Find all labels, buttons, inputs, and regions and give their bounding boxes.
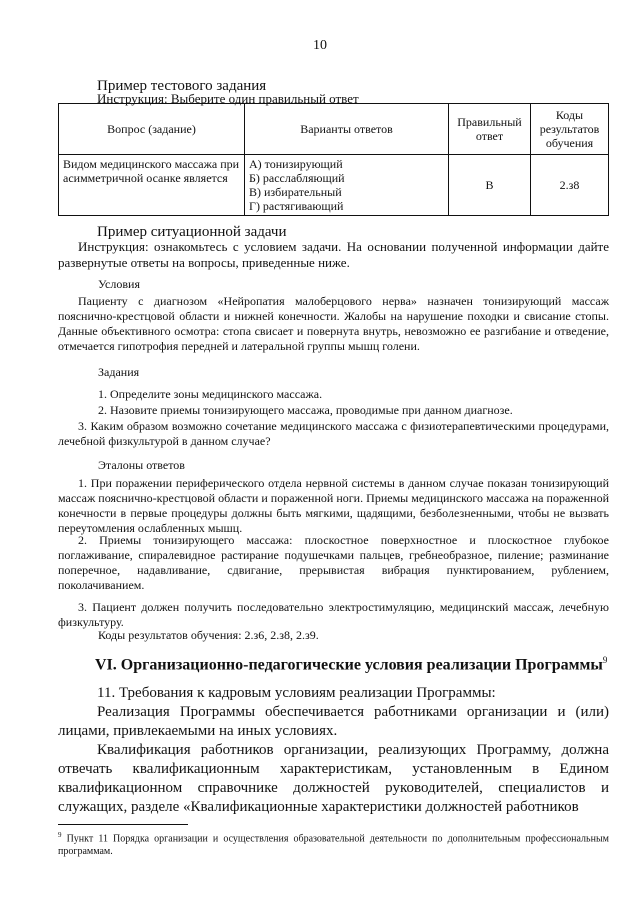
- option-d: Г) растягивающий: [249, 199, 344, 213]
- paragraph-2: Квалификация работников организации, реализующих Программу, должна отвечать квалификационным характеристикам, установленным в Едином квалификационном справочнике должностей руководителей, специалистов и служащих, разделе «Квалификационные характеристики должностей работников: [58, 742, 609, 815]
- section-heading: [95, 655, 607, 674]
- page-number: 10: [313, 38, 327, 53]
- header-correct: Правильный ответ: [449, 104, 531, 155]
- options-cell: [245, 155, 449, 216]
- header-question: Вопрос (задание): [59, 104, 245, 155]
- footnote-mark: 9: [58, 831, 62, 839]
- answers-label: Эталоны ответов: [98, 458, 185, 472]
- footnote-text: Пункт 11 Порядка организации и осуществления образовательной деятельности по дополнительным профессиональным программам.: [58, 833, 609, 858]
- correct-cell: В: [449, 155, 531, 216]
- table-row: [59, 155, 609, 216]
- codes-line: Коды результатов обучения: 2.з6, 2.з8, 2.з9.: [98, 628, 319, 642]
- footnote-divider: [58, 824, 188, 825]
- situation-title: Пример ситуационной задачи: [97, 224, 287, 240]
- conditions-label: Условия: [98, 277, 140, 291]
- footnote-ref: 9: [602, 655, 608, 665]
- option-a: А) тонизирующий: [249, 157, 343, 171]
- header-codes: Коды результатов обучения: [531, 104, 609, 155]
- test-example-title: Пример тестового задания: [97, 78, 267, 94]
- option-b: Б) расслабляющий: [249, 171, 345, 185]
- conditions-text: Пациенту с диагнозом «Нейропатия малоберцового нерва» назначен тонизирующий массаж пояснично-крестцовой области и нижней конечности. Жалобы на нарушение походки и свисание стопы. Данные объективного осмотра: стопа свисает и повернута внутрь, невозможно ее разгибание и отведение, отмечается гипотрофия передней и латеральной группы мышц голени.: [58, 294, 609, 353]
- footnote: [58, 829, 609, 858]
- test-table-header-row: [59, 104, 609, 155]
- test-table: [58, 103, 609, 216]
- code-cell: 2.з8: [531, 155, 609, 216]
- task-1: 1. Определите зоны медицинского массажа.: [98, 387, 323, 401]
- tasks-label: Задания: [98, 365, 140, 379]
- header-options: Варианты ответов: [245, 104, 449, 155]
- item-11: 11. Требования к кадровым условиям реализации Программы:: [97, 685, 496, 701]
- question-cell: Видом медицинского массажа при асимметричной осанке является: [59, 155, 245, 216]
- test-example-instruction: Инструкция: Выберите один правильный ответ: [97, 91, 359, 106]
- task-2: 2. Назовите приемы тонизирующего массажа, проводимые при данном диагнозе.: [98, 403, 513, 417]
- answer-2: 2. Приемы тонизирующего массажа: плоскостное поверхностное и плоскостное глубокое поглаживание, спиралевидное растирание подушечками пальцев, гребнеобразное, пиление; разминание поперечное, надавливание, сдвигание, прерывистая вибрация пунктированием, рублением, поколачиванием.: [58, 533, 609, 592]
- answer-3: 3. Пациент должен получить последовательно электростимуляцию, медицинский массаж, лечебную физкультуру.: [58, 600, 609, 629]
- paragraph-1: Реализация Программы обеспечивается работниками организации и (или) лицами, привлекаемыми на иных условиях.: [58, 704, 609, 739]
- situation-instruction: Инструкция: ознакомьтесь с условием задачи. На основании полученной информации дайте развернутые ответы на вопросы, приведенные ниже.: [58, 239, 609, 270]
- option-c: В) избирательный: [249, 185, 342, 199]
- section-heading-text: VI. Организационно-педагогические условия реализации Программы: [95, 656, 603, 674]
- answer-1: 1. При поражении периферического отдела нервной системы в данном случае показан тонизирующий массаж пояснично-крестцовой области и пораженной ноги. Приемы медицинского массажа на пораженной конечности в первые процедуры должны быть мягкими, щадящими, безболезненными, чтобы не вызвать переутомления ослабленных мышц.: [58, 476, 609, 535]
- task-3: 3. Каким образом возможно сочетание медицинского массажа с физиотерапевтическими процедурами, лечебной физкультурой в данном случае?: [58, 419, 609, 448]
